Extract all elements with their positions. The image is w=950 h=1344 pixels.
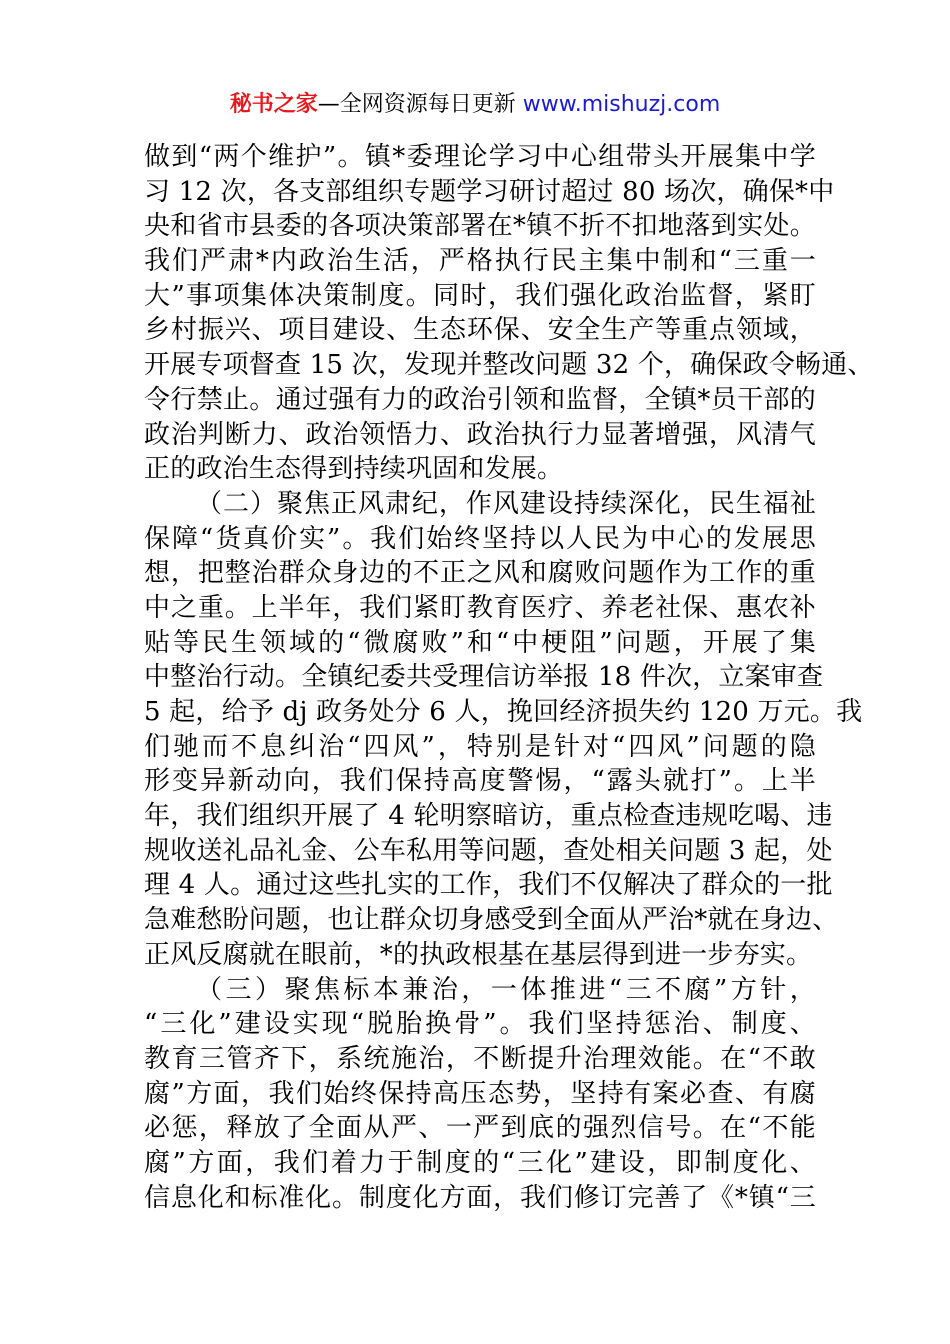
- text-line: 形变异新动向，我们保持高度警惕，“露头就打”。上半: [144, 766, 816, 797]
- text-line: 政治判断力、政治领悟力、政治执行力显著增强，风清气: [144, 419, 816, 450]
- text-line: 保障“货真价实”。我们始终坚持以人民为中心的发展思: [144, 523, 816, 554]
- text-line: 乡村振兴、项目建设、生态环保、安全生产等重点领域，: [144, 315, 816, 346]
- text-line: （二）聚焦正风肃纪，作风建设持续深化，民生福祉: [196, 488, 816, 519]
- text-line: 令行禁止。通过强有力的政治引领和监督，全镇*员干部的: [144, 384, 816, 415]
- text-line: 大”事项集体决策制度。同时，我们强化政治监督，紧盯: [144, 280, 816, 311]
- text-line: 们驰而不息纠治“四风”，特别是针对“四风”问题的隐: [144, 731, 816, 762]
- text-line: 腐”方面，我们始终保持高压态势，坚持有案必查、有腐: [144, 1078, 816, 1109]
- text-line: 规收送礼品礼金、公车私用等问题，查处相关问题 3 起，处: [144, 835, 833, 866]
- text-line: 正的政治生态得到持续巩固和发展。: [144, 454, 564, 485]
- document-body: [144, 140, 874, 1215]
- text-line: 中之重。上半年，我们紧盯教育医疗、养老社保、惠农补: [144, 592, 816, 623]
- text-line: 开展专项督查 15 次，发现并整改问题 32 个，确保政令畅通、: [144, 350, 874, 381]
- page-header: [0, 88, 950, 122]
- text-line: 必惩，释放了全面从严、一严到底的强烈信号。在“不能: [144, 1113, 816, 1144]
- text-line: 5 起，给予 dj 政务处分 6 人，挽回经济损失约 120 万元。我: [144, 697, 863, 727]
- text-line: 中整治行动。全镇纪委共受理信访举报 18 件次，立案审查: [144, 662, 824, 693]
- text-line: 急难愁盼问题，也让群众切身感受到全面从严治*就在身边、: [144, 905, 839, 936]
- text-line: 教育三管齐下，系统施治，不断提升治理效能。在“不敢: [144, 1043, 816, 1074]
- text-line: 做到“两个维护”。镇*委理论学习中心组带头开展集中学: [144, 142, 816, 172]
- text-line: 贴等民生领域的“微腐败”和“中梗阻”问题，开展了集: [144, 627, 816, 658]
- text-line: 正风反腐就在眼前，*的执政根基在基层得到进一步夯实。: [144, 939, 813, 970]
- text-line: 我们严肃*内政治生活，严格执行民主集中制和“三重一: [144, 246, 816, 277]
- text-line: 信息化和标准化。制度化方面，我们修订完善了《*镇“三: [144, 1182, 816, 1213]
- text-line: “三化”建设实现“脱胎换骨”。我们坚持惩治、制度、: [144, 1009, 816, 1040]
- text-line: 腐”方面，我们着力于制度的“三化”建设，即制度化、: [144, 1147, 816, 1178]
- text-line: 央和省市县委的各项决策部署在*镇不折不扣地落到实处。: [144, 211, 816, 242]
- text-line: 理 4 人。通过这些扎实的工作，我们不仅解决了群众的一批: [144, 870, 833, 901]
- text-line: 年，我们组织开展了 4 轮明察暗访，重点检查违规吃喝、违: [144, 801, 833, 832]
- text-line: （三）聚焦标本兼治，一体推进“三不腐”方针，: [196, 974, 816, 1005]
- text-line: 习 12 次，各支部组织专题学习研讨超过 80 场次，确保*中: [144, 176, 835, 207]
- brand-name: 秘书之家: [229, 92, 318, 117]
- website-link[interactable]: www.mishuzj.com: [522, 92, 721, 117]
- text-line: 想，把整治群众身边的不正之风和腐败问题作为工作的重: [144, 558, 816, 589]
- header-tagline: —全网资源每日更新: [317, 92, 523, 117]
